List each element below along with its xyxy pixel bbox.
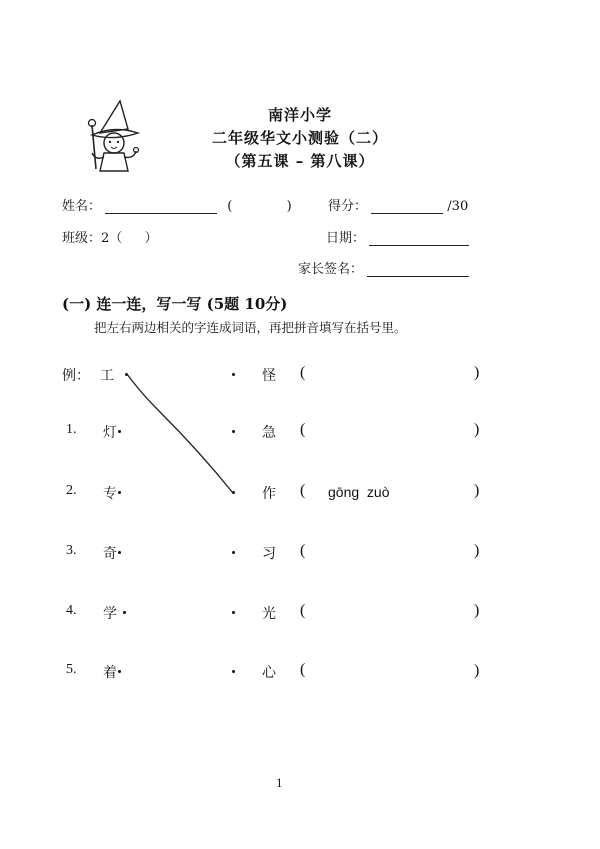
score-total: /30 <box>447 199 469 214</box>
date-label: 日期： <box>326 231 366 246</box>
quiz-title: 二年级华文小测验（二） <box>211 129 388 147</box>
answer-paren-close: ) <box>474 602 480 619</box>
left-char: 学 <box>103 606 117 622</box>
school-name: 南洋小学 <box>267 106 332 124</box>
answer-paren-close: ) <box>474 662 480 679</box>
right-char: 怪 <box>262 368 276 384</box>
answer-paren-open: ( <box>300 602 306 619</box>
right-char: 习 <box>262 546 276 562</box>
answer-paren-close: ) <box>474 421 480 438</box>
left-char: 着 <box>103 665 117 681</box>
page-number: 1 <box>276 775 283 790</box>
row-number: 5. <box>66 662 77 677</box>
right-char: 心 <box>262 665 276 681</box>
row-number: 例： <box>62 369 90 384</box>
name-label: 姓名： <box>62 199 102 214</box>
left-char: 工 <box>100 368 114 384</box>
parent-signature-label: 家长签名： <box>298 262 364 277</box>
section1-heading: (一) 连一连，写一写 (5题 10分) <box>62 295 288 313</box>
left-char: 灯 <box>103 425 117 441</box>
row-number: 3. <box>66 543 77 558</box>
name-paren-open: ( <box>227 199 233 214</box>
class-paren-close: ） <box>144 231 158 246</box>
name-paren-close: ) <box>286 199 292 214</box>
left-char: 专 <box>103 486 117 502</box>
right-char: 作 <box>262 486 276 502</box>
left-char: 奇 <box>103 546 117 562</box>
answer-paren-open: ( <box>300 421 306 438</box>
class-label: 班级：2（ <box>62 231 123 246</box>
answer-paren-close: ) <box>474 482 480 499</box>
answer-paren-close: ) <box>474 364 480 381</box>
answer-paren-open: ( <box>300 661 306 678</box>
answer-paren-open: ( <box>300 364 306 381</box>
answer-paren-close: ) <box>474 542 480 559</box>
score-label: 得分： <box>328 199 368 214</box>
answer-pinyin[interactable]: gōng zuò <box>328 484 390 500</box>
right-char: 急 <box>262 425 276 441</box>
row-number: 2. <box>66 483 77 498</box>
answer-paren-open: ( <box>300 542 306 559</box>
answer-paren-open: ( <box>300 482 306 499</box>
row-number: 1. <box>66 422 77 437</box>
row-number: 4. <box>66 603 77 618</box>
lesson-range: （第五课 – 第八课） <box>225 152 375 170</box>
section1-instruction: 把左右两边相关的字连成词语，再把拼音填写在括号里。 <box>94 320 407 335</box>
right-char: 光 <box>262 606 276 622</box>
